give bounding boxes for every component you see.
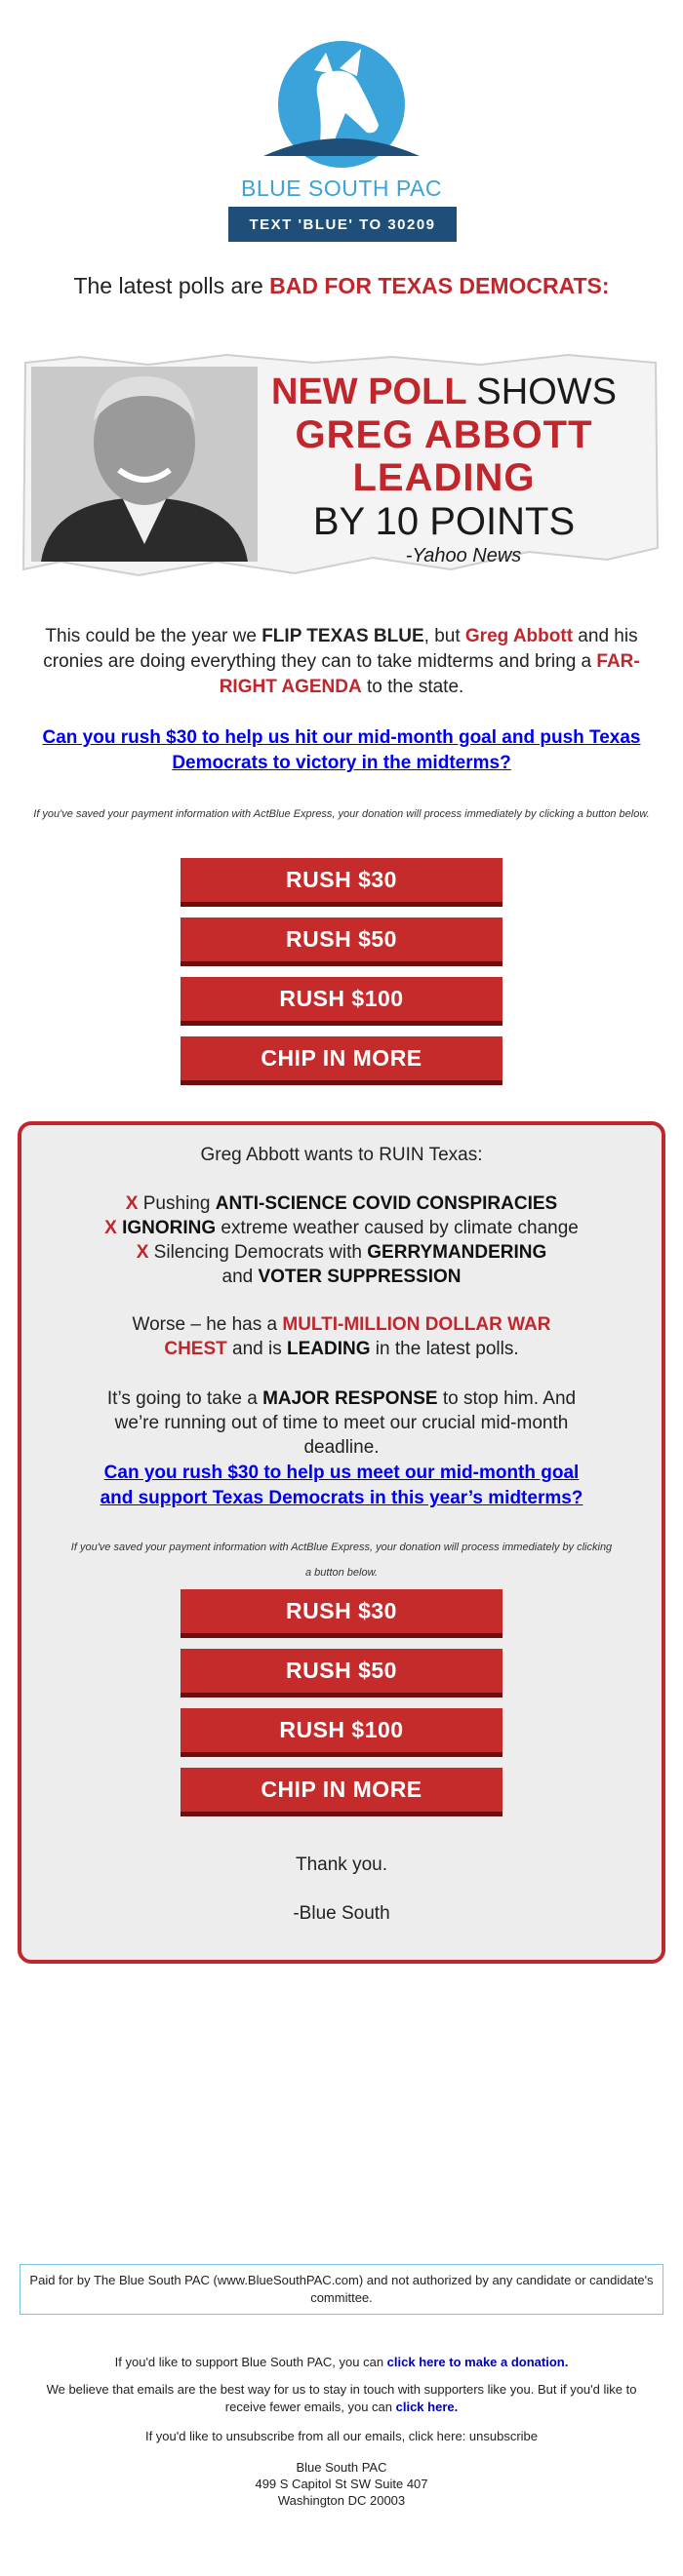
para1-c: , but [423,626,465,646]
banner-line3: LEADING [352,456,536,499]
rush-100-button[interactable]: RUSH $100 [181,1708,502,1757]
worse-d: LEADING [287,1339,371,1359]
list-item [18,1191,665,1216]
banner-line1-red: NEW POLL [271,371,477,412]
mailing-address [20,2459,663,2509]
para1-b: FLIP TEXAS BLUE [261,626,424,646]
item3-a: Silencing Democrats with [148,1242,368,1263]
banner-line2: GREG ABBOTT [295,413,593,456]
banner-line4: BY 10 POINTS [312,500,576,543]
x-icon: X [136,1242,149,1263]
going-a: It’s going to take a [106,1388,263,1409]
going-c: to stop him. And we’re running out of time to meet our crucial mid-month deadline. [114,1388,577,1458]
intro-paragraph [20,624,663,700]
donation-link[interactable]: click here to make a donation. [386,2355,569,2369]
worse-a: Worse – he has a [132,1314,283,1335]
banner-text [244,371,644,567]
chip-in-more-button[interactable]: CHIP IN MORE [181,1768,502,1816]
support-text: If you'd like to support Blue South PAC, you can [114,2355,387,2369]
logo-tagline: TEXT 'BLUE' TO 30209 [228,207,457,242]
going-b: MAJOR RESPONSE [262,1388,438,1409]
worse-paragraph [18,1312,665,1361]
support-line [20,2354,663,2371]
going-paragraph [18,1386,665,1460]
logo-name: BLUE SOUTH PAC [241,176,442,201]
fewer-emails-line [20,2381,663,2416]
intro-line [0,273,683,299]
item3-c: and [221,1267,259,1287]
ask-1-wrap [20,725,663,776]
intro-prefix: The latest polls are [73,273,270,298]
chip-in-more-button[interactable]: CHIP IN MORE [181,1036,502,1085]
worse-e: in the latest polls. [370,1339,519,1359]
banner-line1-black: SHOWS [476,371,617,412]
item3-d: VOTER SUPPRESSION [258,1267,462,1287]
rush-30-button[interactable]: RUSH $30 [181,858,502,907]
para1-e: and his cronies are doing everything they can to take midterms and bring a [43,626,638,672]
x-icon: X [125,1193,139,1214]
logo-hill [263,138,420,156]
item2-b: IGNORING [122,1218,217,1238]
fewer-text: We believe that emails are the best way for us to stay in touch with supporters like you. But if you'd like to receive fewer emails, you can [46,2382,637,2414]
unsubscribe-line[interactable]: If you'd like to unsubscribe from all our emails, click here: unsubscribe [144,2429,539,2443]
para1-d: Greg Abbott [464,626,574,646]
item1-a: Pushing [138,1193,216,1214]
actblue-note-1: If you've saved your payment information with ActBlue Express, your donation will process immediately by clicking a button below. [33,808,650,820]
x-icon: X [104,1218,117,1238]
address-line-3: Washington DC 20003 [277,2493,406,2508]
signature: -Blue South [293,1903,390,1924]
fewer-emails-link[interactable]: click here. [395,2400,459,2414]
box-heading: Greg Abbott wants to RUIN Texas: [200,1145,483,1165]
list-item [18,1240,665,1289]
actblue-note-2: If you've saved your payment information with ActBlue Express, your donation will process immediately by clicking a button below. [70,1542,613,1579]
address-line-1: Blue South PAC [296,2460,387,2475]
ask-link-2[interactable]: Can you rush $30 to help us meet our mid-month goal and support Texas Democrats in this year’s midterms? [100,1463,583,1508]
ask-link-1[interactable]: Can you rush $30 to help us hit our mid-month goal and push Texas Democrats to victory in the midterms? [42,727,641,773]
item2-c: extreme weather caused by climate change [216,1218,579,1238]
worse-c: and is [226,1339,288,1359]
item1-b: ANTI-SCIENCE COVID CONSPIRACIES [215,1193,558,1214]
item3-b: GERRYMANDERING [367,1242,547,1263]
candidate-photo [31,367,258,562]
banner-source: -Yahoo News [405,545,522,566]
rush-100-button[interactable]: RUSH $100 [181,977,502,1026]
worse-b: MULTI-MILLION DOLLAR WAR CHEST [164,1314,551,1359]
address-line-2: 499 S Capitol St SW Suite 407 [255,2477,428,2491]
box-list [18,1191,665,1289]
para1-a: This could be the year we [45,626,262,646]
rush-30-button[interactable]: RUSH $30 [181,1589,502,1638]
ask-2-wrap [18,1461,665,1511]
para1-f: FAR-RIGHT AGENDA [219,651,640,697]
rush-50-button[interactable]: RUSH $50 [181,917,502,966]
rush-50-button[interactable]: RUSH $50 [181,1649,502,1698]
list-item [18,1216,665,1240]
thank-you: Thank you. [296,1854,387,1875]
para1-g: to the state. [361,677,464,697]
intro-highlight: BAD FOR TEXAS DEMOCRATS: [269,273,610,298]
paid-for-disclaimer: Paid for by The Blue South PAC (www.BlueSouthPAC.com) and not authorized by any candidate or candidate's committee. [20,2264,663,2315]
